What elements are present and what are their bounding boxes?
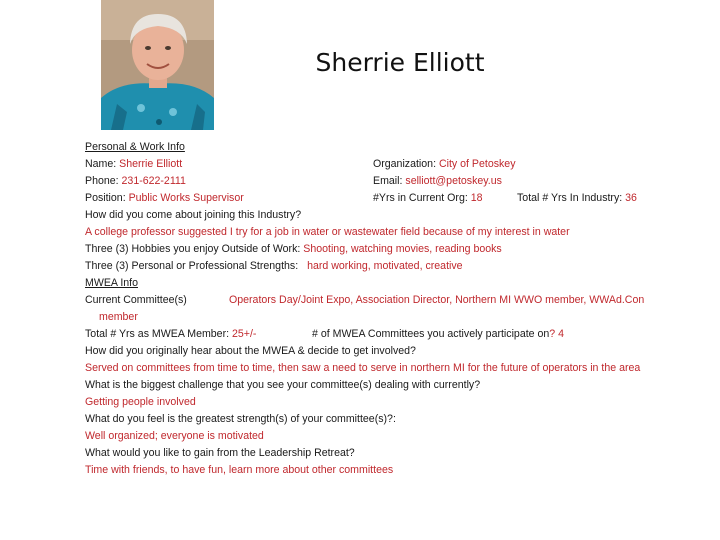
org-value: City of Petoskey: [438, 158, 516, 170]
portrait-image: [101, 0, 214, 130]
question-hear: How did you originally hear about the MWEA & decide to get involved?: [85, 345, 416, 357]
question-gain: What would you like to gain from the Leadership Retreat?: [85, 447, 355, 459]
hobbies-value: Shooting, watching movies, reading books: [303, 243, 502, 255]
question-strength: What do you feel is the greatest strength(s) of your committee(s)?:: [85, 413, 396, 425]
phone-label: Phone:: [85, 175, 122, 187]
section-personal-label: Personal & Work Info: [85, 141, 185, 153]
years-org-value: 18: [470, 192, 483, 204]
section-heading-personal: [85, 139, 710, 156]
position-value: Public Works Supervisor: [128, 192, 244, 204]
row-name-org: [85, 156, 710, 173]
committees-count-value: ? 4: [549, 328, 565, 340]
committees-count-label: # of MWEA Committees you actively participate on: [312, 328, 550, 340]
name-field: [85, 156, 182, 173]
row-committee: [85, 292, 710, 309]
strengths-label: Three (3) Personal or Professional Strengths:: [85, 260, 302, 272]
committees-count-field: [312, 326, 564, 343]
committee-value-continued: member: [99, 311, 138, 323]
row-position-years: [85, 190, 710, 207]
email-label: Email:: [373, 175, 406, 187]
email-value: selliott@petoskey.us: [405, 175, 502, 187]
row-hobbies: [85, 241, 710, 258]
org-field: [373, 156, 516, 173]
email-field: [373, 173, 502, 190]
profile-photo: [101, 0, 214, 130]
question-join: How did you come about joining this Industry?: [85, 209, 302, 221]
row-strengths: [85, 258, 710, 275]
profile-content: [85, 139, 710, 479]
years-industry-label: Total # Yrs In Industry:: [517, 192, 626, 204]
answer-challenge: Getting people involved: [85, 396, 196, 408]
org-label: Organization:: [373, 158, 439, 170]
phone-value: 231-622-2111: [121, 175, 186, 187]
years-org-field: [373, 190, 483, 207]
answer-join: A college professor suggested I try for a job in water or wastewater field because of my interest in water: [85, 226, 570, 238]
row-phone-email: [85, 173, 710, 190]
page-title: Sherrie Elliott: [315, 48, 485, 77]
committee-value: Operators Day/Joint Expo, Association Director, Northern MI WWO member, WWAd.Con: [229, 294, 645, 306]
question-challenge: What is the biggest challenge that you see your committee(s) dealing with currently?: [85, 379, 481, 391]
position-field: [85, 190, 244, 207]
answer-hear: Served on committees from time to time, then saw a need to serve in northern MI for the future of operators in the area: [85, 362, 641, 374]
member-years-value: 25+/-: [231, 328, 257, 340]
years-industry-value: 36: [625, 192, 637, 204]
member-years-label: Total # Yrs as MWEA Member:: [85, 328, 232, 340]
years-org-label: #Yrs in Current Org:: [373, 192, 471, 204]
row-membership: [85, 326, 710, 343]
hobbies-label: Three (3) Hobbies you enjoy Outside of Work:: [85, 243, 304, 255]
member-years-field: [85, 326, 256, 343]
position-label: Position:: [85, 192, 129, 204]
years-industry-field: [517, 190, 637, 207]
strengths-value: hard working, motivated, creative: [307, 260, 463, 272]
committee-label: Current Committee(s): [85, 294, 187, 306]
section-heading-mwea: [85, 275, 710, 292]
name-value: Sherrie Elliott: [119, 158, 183, 170]
name-label: Name:: [85, 158, 120, 170]
answer-gain: Time with friends, to have fun, learn more about other committees: [85, 464, 394, 476]
section-mwea-label: MWEA Info: [85, 277, 138, 289]
answer-strength: Well organized; everyone is motivated: [85, 430, 264, 442]
phone-field: [85, 173, 186, 190]
